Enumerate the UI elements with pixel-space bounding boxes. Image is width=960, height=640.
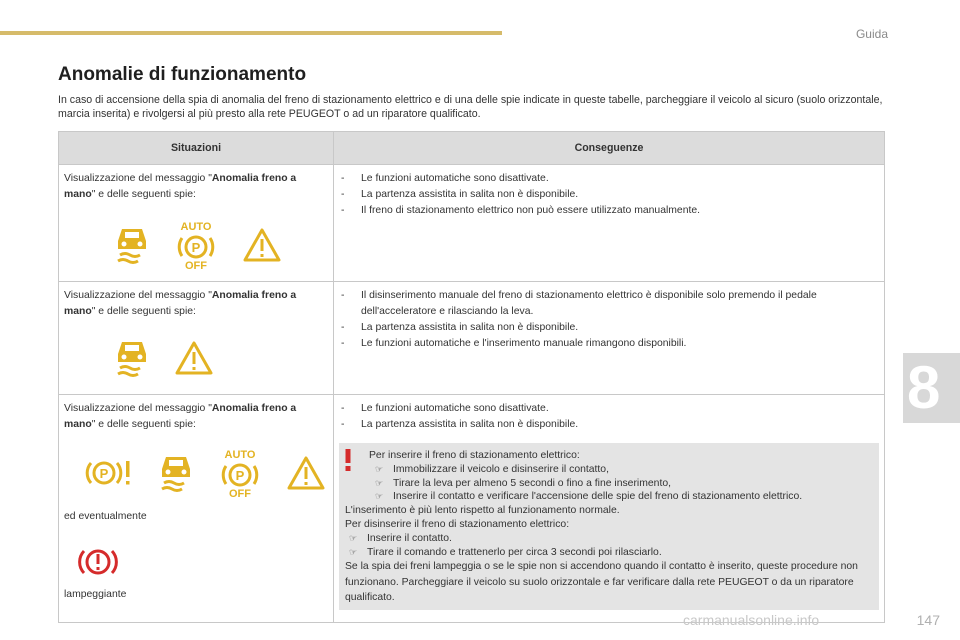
warning-triangle-icon [286, 455, 326, 491]
malfunction-table [58, 131, 885, 623]
list-item: - La partenza assistita in salita non è disponibile. [339, 320, 879, 336]
section-label: Guida [855, 27, 888, 41]
situation-prefix: Visualizzazione del messaggio " [64, 290, 212, 301]
list-item: - Le funzioni automatiche sono disattivate. [339, 171, 879, 187]
consequence-cell [334, 395, 885, 623]
intro-text: In caso di accensione della spia di anomalia del freno di stazionamento elettrico e di una delle spie indicate in queste tabelle, parcheggiare il veicolo al sicuro (suolo orizzontale, marcia inserita) e rivolgersi al più presto alla rete PEUGEOT o ad un riparatore qualificato. [58, 94, 883, 120]
situation-prefix: Visualizzazione del messaggio " [64, 403, 212, 414]
list-item: ☞ Inserire il contatto. [349, 532, 452, 544]
note-steps-apply [345, 463, 873, 504]
list-item: ☞ Tirare la leva per almeno 5 secondi o fino a fine inserimento, [375, 477, 671, 489]
list-item: ☞ Tirare il comando e trattenerlo per circa 3 secondi poi rilasciarlo. [349, 546, 662, 558]
p-label: P [235, 468, 245, 483]
warning-triangle-icon [174, 340, 214, 376]
list-item: - Le funzioni automatiche e l'inserimento manuale rimangono disponibili. [339, 336, 879, 352]
header-situazioni: Situazioni [59, 132, 334, 165]
top-accent-bar [0, 31, 502, 35]
procedure-note [339, 443, 879, 610]
situation-prefix: Visualizzazione del messaggio " [64, 173, 212, 184]
note-text: Se la spia dei freni lampeggia o se le spie non si accendono quando il contatto è inserito, queste procedure non funzionano. Parcheggiare il veicolo su suolo orizzontale e far verificare dalla rete PEUGEOT o da un riparatore qualificato. [345, 561, 858, 604]
chapter-number: 8 [907, 354, 941, 421]
warning-icons [84, 443, 328, 503]
situation-suffix: " e delle seguenti spie: [91, 189, 196, 200]
brake-warning-icon [78, 545, 118, 579]
consequence-list [339, 288, 879, 352]
list-item: - La partenza assistita in salita non è disponibile. [339, 187, 879, 203]
off-label: OFF [185, 260, 207, 270]
page-number: 147 [916, 612, 940, 628]
skid-car-icon [114, 338, 150, 378]
auto-p-off-icon [174, 220, 218, 270]
list-item: ☞ Immobilizzare il veicolo e disinserire il contatto, [375, 463, 609, 475]
note-text: L'inserimento è più lento rispetto al funzionamento normale. [345, 505, 620, 517]
additional-label: ed eventualmente [64, 511, 147, 522]
consequence-cell [334, 165, 885, 282]
parking-brake-warning-icon [84, 455, 134, 491]
list-item: - Il disinserimento manuale del freno di stazionamento elettrico è disponibile solo premendo il pedale dell'acceleratore e rilasciando la leva. [339, 288, 879, 320]
table-row [59, 282, 885, 395]
consequence-list [339, 401, 879, 433]
table-row [59, 395, 885, 623]
note-text: Per disinserire il freno di stazionamento elettrico: [345, 518, 570, 530]
p-label: P [99, 466, 109, 481]
skid-car-icon [114, 225, 150, 265]
chapter-tab [903, 353, 960, 423]
table-row [59, 165, 885, 282]
header-conseguenze: Conseguenze [334, 132, 885, 165]
auto-p-off-icon [218, 448, 262, 498]
table-header-row [59, 132, 885, 165]
off-label: OFF [229, 488, 251, 498]
list-item: - La partenza assistita in salita non è disponibile. [339, 417, 879, 433]
note-steps-release [345, 532, 873, 560]
p-label: P [191, 240, 201, 255]
situation-cell [59, 395, 334, 623]
list-item: - Il freno di stazionamento elettrico non può essere utilizzato manualmente. [339, 203, 879, 219]
auto-label: AUTO [180, 221, 212, 233]
situation-cell [59, 165, 334, 282]
message-name: Anomalia freno a mano [64, 173, 297, 200]
brake-warning-icon-wrap [78, 545, 328, 581]
auto-label: AUTO [224, 449, 256, 461]
note-heading: Per inserire il freno di stazionamento elettrico: [369, 450, 580, 461]
message-name: Anomalia freno a mano [64, 403, 297, 430]
consequence-list [339, 171, 879, 219]
watermark: carmanualsonline.info [683, 612, 820, 628]
consequence-cell [334, 282, 885, 395]
list-item: ☞ Inserire il contatto e verificare l'accensione delle spie del freno di stazionamento elettrico. [375, 491, 803, 503]
warning-icons [114, 328, 328, 388]
flashing-label: lampeggiante [64, 589, 127, 600]
message-name: Anomalia freno a mano [64, 290, 297, 317]
list-item: - Le funzioni automatiche sono disattivate. [339, 401, 879, 417]
situation-suffix: " e delle seguenti spie: [91, 306, 196, 317]
warning-triangle-icon [242, 227, 282, 263]
situation-cell [59, 282, 334, 395]
situation-suffix: " e delle seguenti spie: [91, 419, 196, 430]
skid-car-icon [158, 453, 194, 493]
warning-icons [114, 215, 328, 275]
page-title: Anomalie di funzionamento [58, 64, 307, 85]
